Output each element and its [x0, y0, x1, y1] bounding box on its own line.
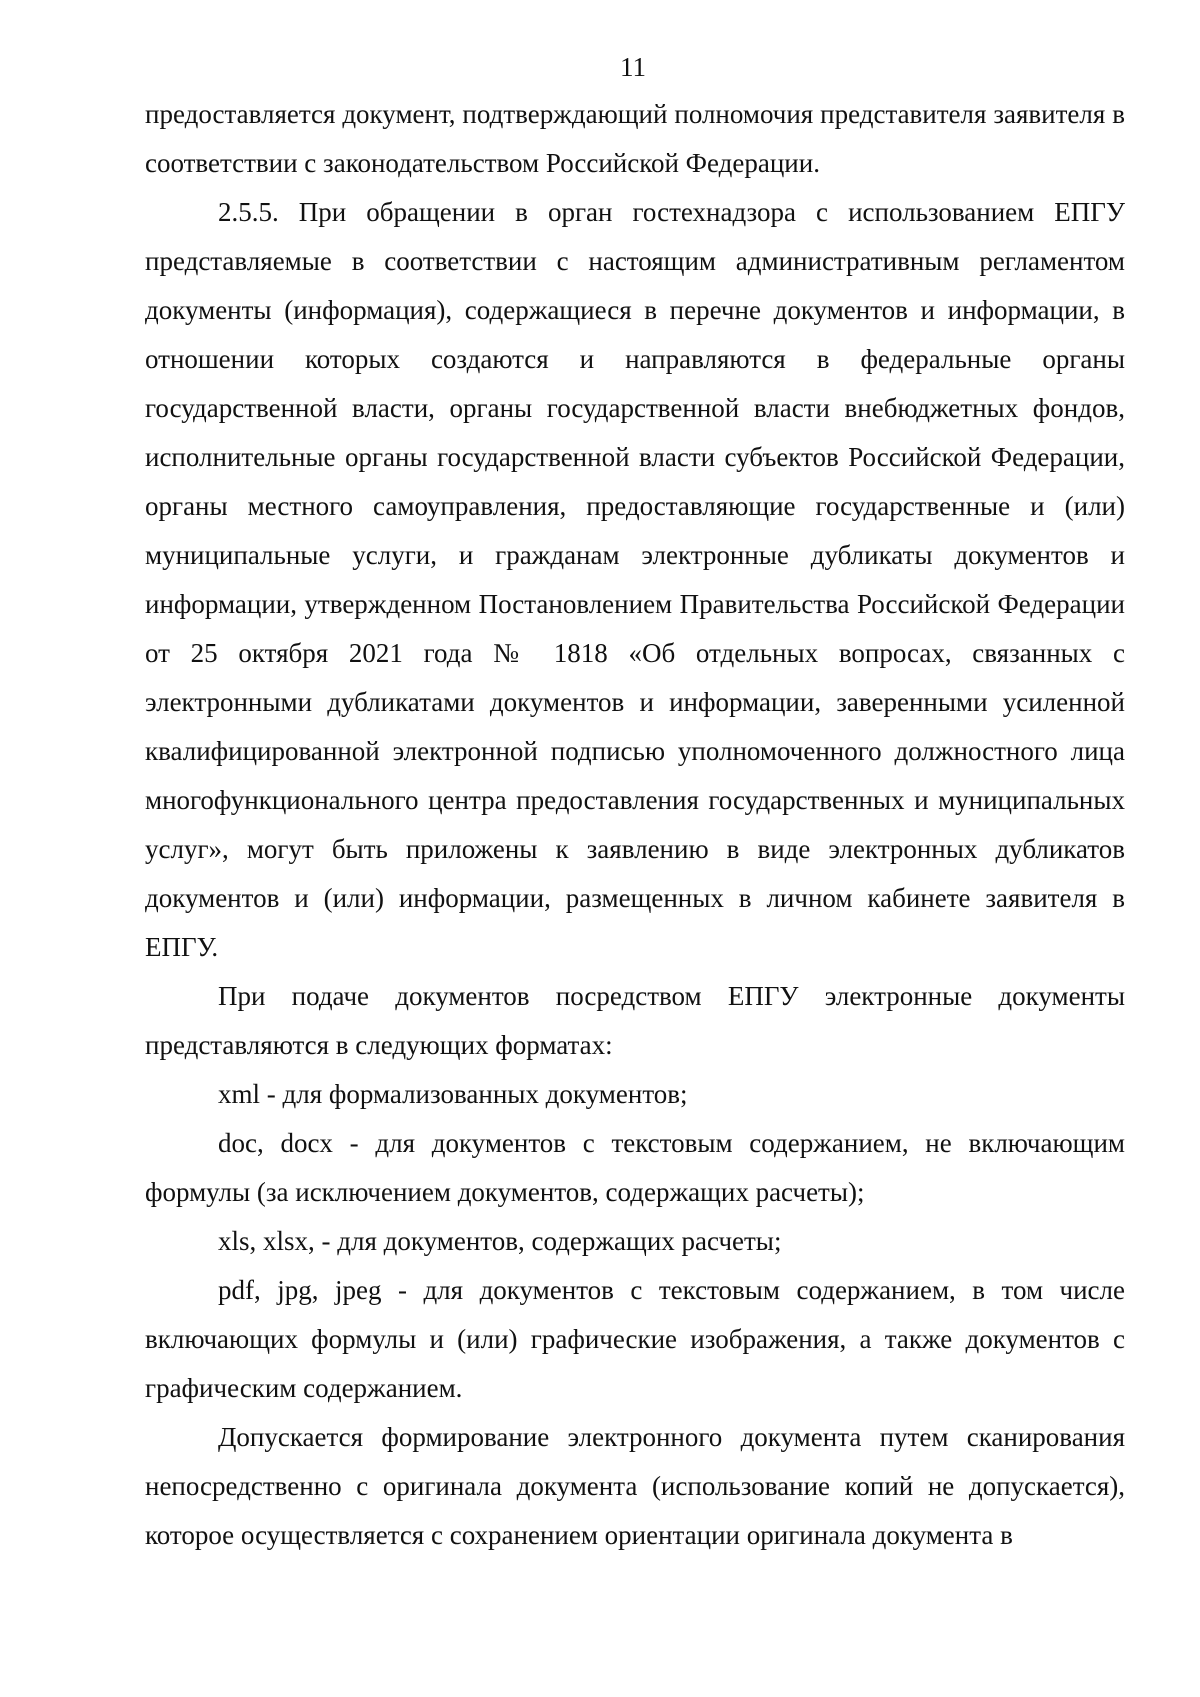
page-number: 11: [620, 52, 646, 82]
paragraph-format-xml: xml - для формализованных документов;: [218, 1079, 688, 1109]
paragraph-format-doc: doc, docx - для документов с текстовым содержанием, не включающим формулы (за исключением документов, содержащих расчеты);: [145, 1128, 1125, 1207]
paragraph-formats-intro: При подаче документов посредством ЕПГУ электронные документы представляются в следующих форматах:: [145, 981, 1125, 1060]
paragraph-representative-document: предоставляется документ, подтверждающий полномочия представителя заявителя в соответствии с законодательством Российской Федерации.: [145, 99, 1125, 178]
paragraph-format-xls: xls, xlsx, - для документов, содержащих расчеты;: [218, 1226, 782, 1256]
paragraph-scanning: Допускается формирование электронного документа путем сканирования непосредственно с оригинала документа (использование копий не допускается), которое осуществляется с сохранением ориентации оригинала документа в: [145, 1422, 1125, 1550]
paragraph-format-pdf: pdf, jpg, jpeg - для документов с текстовым содержанием, в том числе включающих формулы и (или) графические изображения, а также документов с графическим содержанием.: [145, 1275, 1125, 1403]
document-body: [145, 90, 1125, 1560]
paragraph-2-5-5: 2.5.5. При обращении в орган гостехнадзора с использованием ЕПГУ представляемые в соответствии с настоящим административным регламентом документы (информация), содержащиеся в перечне документов и информации, в отношении которых создаются и направляются в федеральные органы государственной власти, органы государственной власти внебюджетных фондов, исполнительные органы государственной власти субъектов Российской Федерации, органы местного самоуправления, предоставляющие государственные и (или) муниципальные услуги, и гражданам электронные дубликаты документов и информации, утвержденном Постановлением Правительства Российской Федерации от 25 октября 2021 года № 1818 «Об отдельных вопросах, связанных с электронными дубликатами документов и информации, заверенными усиленной квалифицированной электронной подписью уполномоченного должностного лица многофункционального центра предоставления государственных и муниципальных услуг», могут быть приложены к заявлению в виде электронных дубликатов документов и (или) информации, размещенных в личном кабинете заявителя в ЕПГУ.: [145, 197, 1125, 962]
